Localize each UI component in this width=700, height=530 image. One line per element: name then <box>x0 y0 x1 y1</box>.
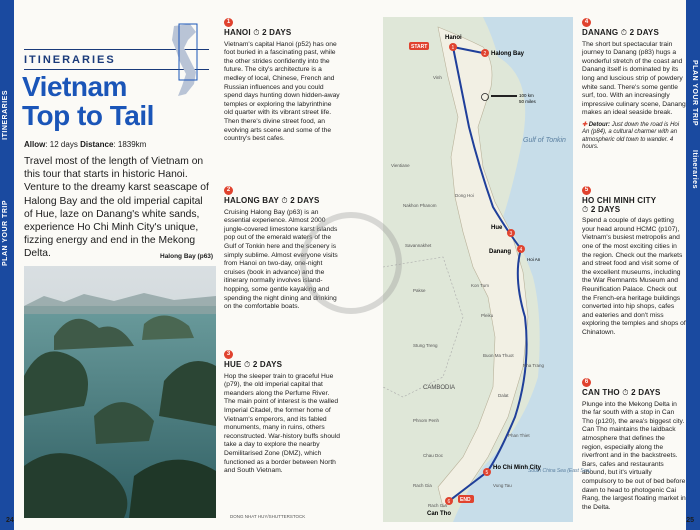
spine-tab-itineraries-right: Itineraries <box>691 150 698 189</box>
stop-number-4: 4 <box>582 18 591 27</box>
section-2-body: Cruising Halong Bay (p63) is an essential experience. Almost 2000 jungle-covered limestone karst islands pop out of the emerald waters of the Gulf of Tonkin here and the scenery is simply sublime. Almost everyone visits from Hanoi on two-day, one-night cruises (book in advance) and the itinerary normally involves island-hopping, some gentle kayaking and spending the night dining and drinking on the comfortable boats. <box>224 208 338 311</box>
stop-label-hanoi: Hanoi <box>445 35 462 41</box>
detour-icon: ✚ <box>582 121 588 128</box>
start-label: START <box>411 44 428 50</box>
sea-label-gulf: Gulf of Tonkin <box>523 137 566 144</box>
place-label: Phan Thiet <box>508 433 530 438</box>
svg-text:4: 4 <box>519 247 523 253</box>
place-label: Rach Gia <box>413 483 432 488</box>
stop-label-halong: Halong Bay <box>491 51 525 57</box>
title-line-1: Vietnam <box>22 71 127 102</box>
section-4-days: 2 DAYS <box>629 28 660 37</box>
intro-text: Travel most of the length of Vietnam on this tour that starts in historic Hanoi. Venture to the dreamy karst seascape of Halong Bay and the old imperial capital of Hue, laze on Danang's white sands, experience Ho Chi Minh City's unique, fizzing energy and end in the Mekong Delta. <box>24 156 209 260</box>
section-1-heading <box>224 29 342 38</box>
section-1-title: HANOI <box>224 28 251 37</box>
clock-icon: ⏱ <box>243 360 251 369</box>
section-5-days: 2 DAYS <box>590 204 621 214</box>
place-label: Dalat <box>498 393 509 398</box>
section-4-title: DANANG <box>582 28 619 37</box>
section-1-days: 2 DAYS <box>262 28 292 37</box>
place-label: Stung Treng <box>413 343 438 348</box>
watermark-logo <box>300 212 402 314</box>
end-label: END <box>460 497 471 503</box>
spine-tab-plan: PLAN YOUR TRIP <box>2 200 9 266</box>
stop-number-5: 5 <box>582 186 591 195</box>
allow-distance: Allow: 12 days Distance: 1839km <box>24 140 147 149</box>
section-5-body: Spend a couple of days getting your head around HCMC (p107), Vietnam's busiest metropolis and one of the most exciting cities in the region. Check out the markets and street food and visit some of the excellent museums, including the War Remnants Museum and Reunification Palace. Check out the French-era heritage buildings converted into hip shops, cafes and eateries and don't miss exploring the temples and shops of Chinatown. <box>582 217 686 336</box>
clock-icon: ⏱ <box>622 388 629 397</box>
place-label: Vientiane <box>391 163 410 168</box>
section-3-title: HUE <box>224 360 242 369</box>
route-map <box>383 17 591 522</box>
place-label: Rach Gia <box>428 503 447 508</box>
clock-icon: ⏱ <box>253 28 260 37</box>
place-label: Savannakhet <box>405 243 432 248</box>
title-line-2: Top to Tail <box>22 100 154 131</box>
page-number-right: 25 <box>686 517 694 524</box>
stop-label-hcmc: Ho Chi Minh City <box>493 465 541 471</box>
section-4-heading <box>582 29 686 38</box>
clock-icon: ⏱ <box>281 196 288 205</box>
clock-icon: ⏱ <box>582 204 589 214</box>
vietnam-locator-map <box>166 22 208 100</box>
section-6-body: Plunge into the Mekong Delta in the far south with a stop in Can Tho (p120), the area's biggest city. Can Tho maintains the laidback atmosphere that defines the region, especially along the riverfront and in the backstreets. Bars, cafes and restaurants abound, but it's virtually compulsory to be out of bed before dawn to head to photogenic Cai Rang, the largest floating market in the Delta. <box>582 400 686 511</box>
svg-text:2: 2 <box>483 51 487 57</box>
svg-text:1: 1 <box>451 45 455 51</box>
section-3 <box>224 350 342 476</box>
section-6-heading <box>582 389 686 398</box>
country-label-cambodia: CAMBODIA <box>423 385 456 391</box>
section-5 <box>582 186 686 338</box>
section-2-days: 2 DAYS <box>290 196 320 205</box>
section-5-title: HO CHI MINH CITY <box>582 196 657 205</box>
place-label: Chau Doc <box>423 453 444 458</box>
spine-tab-itineraries: ITINERARIES <box>2 90 9 140</box>
section-5-heading <box>582 197 686 214</box>
section-1-body: Vietnam's capital Hanoi (p52) has one foot buried in a fascinating past, while the other strides confidently into the future. The city's architecture is a medley of local, Chinese, French and Russian influences and you could spend days hunting down hidden-away temples or exploring the labyrinthine old quarter with its vibrant street life. Then there's divine street food, an evolving arts scene and some of the country's best cafes. <box>224 40 340 143</box>
place-label: Vung Tau <box>493 483 512 488</box>
stop-number-3: 3 <box>224 350 233 359</box>
svg-text:3: 3 <box>509 231 513 237</box>
distance-label: Distance <box>80 140 114 149</box>
section-1 <box>224 18 342 144</box>
page-number-left: 24 <box>6 517 14 524</box>
place-label: Vinh <box>433 75 442 80</box>
place-label: Pakse <box>413 288 426 293</box>
stop-label-hoi-an: Hoi An <box>527 257 541 262</box>
place-label: Nakhon Phanom <box>403 203 437 208</box>
section-6 <box>582 378 686 512</box>
section-2-title: HALONG BAY <box>224 196 279 205</box>
photo-credit: DONG NHAT HUY/SHUTTERSTOCK <box>230 514 306 519</box>
stop-number-2: 2 <box>224 186 233 195</box>
section-4 <box>582 18 686 152</box>
place-label: Dong Hoi <box>455 193 474 198</box>
halong-bay-photo <box>24 266 216 518</box>
stop-label-can-tho: Can Tho <box>427 511 451 517</box>
clock-icon: ⏱ <box>620 28 628 37</box>
place-label: Pleiku <box>481 313 494 318</box>
allow-label: Allow <box>24 140 46 149</box>
place-label: Nha Trang <box>523 363 545 368</box>
place-label: Buon Ma Thuot <box>483 353 514 358</box>
stop-label-hue: Hue <box>491 225 503 231</box>
section-2-heading <box>224 197 342 206</box>
spine-tab-plan-your-trip: PLAN YOUR TRIP <box>691 60 698 126</box>
stop-number-1: 1 <box>224 18 233 27</box>
section-3-heading <box>224 361 342 370</box>
section-3-days: 2 DAYS <box>252 360 283 369</box>
svg-text:5: 5 <box>485 470 489 476</box>
scale-mi: 50 miles <box>519 99 536 104</box>
place-label: Phnom Penh <box>413 418 440 423</box>
section-4-body: The short but spectacular train journey to Danang (p83) hugs a wonderful stretch of the coast and Danang itself is dominated by its long and luscious strip of powdery white sand. There's some gentle surf, too. With an increasingly impressive culinary scene, Danang makes an ideal seaside break. <box>582 40 686 117</box>
section-3-body: Hop the sleeper train to graceful Hue (p79), the old imperial capital that meanders along the Perfume River. The main point of interest is the walled Imperial Citadel, the former home of Vietnam's emperors, and its fabled monuments, many in ruins, others reconstructed. War-history buffs should take a day to explore the nearby Demilitarised Zone (DMZ), which functioned as a border between North and South Vietnam. <box>224 372 340 475</box>
stop-2-marker <box>481 49 525 57</box>
sea-label-south-china: South China Sea (East Sea) <box>528 468 591 474</box>
photo-caption: Halong Bay (p63) <box>160 253 214 260</box>
detour-label: Detour: <box>588 121 611 128</box>
place-label: Kon Tum <box>471 283 490 288</box>
section-6-title: CAN THO <box>582 388 620 397</box>
section-kicker: ITINERARIES <box>24 54 116 66</box>
allow-value: 12 days <box>49 140 78 149</box>
stop-number-6: 6 <box>582 378 591 387</box>
distance-value: 1839km <box>117 140 147 149</box>
section-4-detour <box>582 122 686 152</box>
svg-text:6: 6 <box>447 499 451 505</box>
stop-label-danang: Danang <box>489 249 512 255</box>
detour-text: Just down the road is Hoi An (p84), a cultural charmer with an atmospheric old town to wander. 4 hours. <box>582 121 680 151</box>
page-title <box>22 72 154 130</box>
scale-km: 100 km <box>519 93 534 98</box>
section-6-days: 2 DAYS <box>631 388 661 397</box>
